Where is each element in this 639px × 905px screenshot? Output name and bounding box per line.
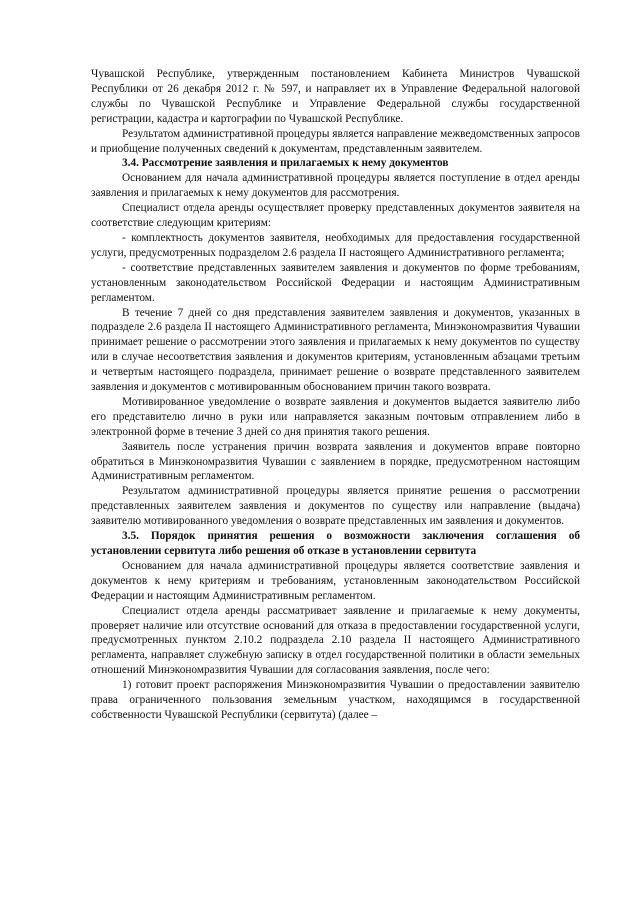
paragraph: В течение 7 дней со дня представления заявителем заявления и документов, указанных в подразделе 2.6 раздела II настоящего Административного регламента, Минэкономразвития Чувашии принимает решение о рассмотрении этого заявления и прилагаемых к нему документов по существу или в случае несоответствия заявления и документов критериям, установленным абзацами третьим и четвертым настоящего подраздела, принимает решение о возврате представленного заявителем заявления и документов с мотивированным обоснованием причин такого возврата. [91, 306, 580, 394]
paragraph: Специалист отдела аренды рассматривает заявление и прилагаемые к нему документы, проверяет наличие или отсутствие оснований для отказа в предоставлении государственной услуги, предусмотренных пунктом 2.10.2 подраздела 2.10 раздела II настоящего Административного регламента, направляет служебную записку в отдел государственной политики в области земельных отношений Минэкономразвития Чувашии для согласования заявления, после чего: [91, 604, 580, 677]
paragraph: Мотивированное уведомление о возврате заявления и документов выдается заявителю либо его представителю лично в руки или направляется заказным почтовым отправлением либо в электронной форме в течение 3 дней со дня принятия такого решения. [91, 395, 580, 438]
paragraph: Чувашской Республике, утвержденным постановлением Кабинета Министров Чувашской Республики от 26 декабря 2012 г. № 597, и направляет их в Управление Федеральной налоговой службы по Чувашской Республике и Управление Федеральной службы государственной регистрации, кадастра и картографии по Чувашской Республике. [91, 68, 580, 125]
paragraph: Результатом административной процедуры является направление межведомственных запросов и приобщение полученных сведений к документам, представленным заявителем. [91, 127, 580, 155]
paragraph: Специалист отдела аренды осуществляет проверку представленных документов заявителя на соответствие следующим критериям: [91, 202, 580, 230]
list-item: - комплектность документов заявителя, необходимых для предоставления государственной услуги, предусмотренных подразделом 2.6 раздела II настоящего Административного регламента; [91, 231, 580, 259]
paragraph: 1) готовит проект распоряжения Минэкономразвития Чувашии о предоставлении заявителю права ограниченного пользования земельным участком, находящимся в государственной собственности Чувашской Республики (сервитута) (далее – [91, 679, 580, 721]
paragraph: Результатом административной процедуры является принятие решения о рассмотрении представленных заявителем заявления и документов по существу или направление (выдача) заявителю мотивированного уведомления о возврате представленных им заявления и документов. [91, 485, 580, 528]
list-item: - соответствие представленных заявителем заявления и документов по форме требованиям, установленным законодательством Российской Федерации и настоящим Административным регламентом. [91, 261, 580, 304]
paragraph: Основанием для начала административной процедуры является соответствие заявления и документов к нему критериям и требованиям, установленным законодательством Российской Федерации и настоящим Административным регламентом. [91, 559, 580, 602]
paragraph: Основанием для начала административной процедуры является поступление в отдел аренды заявления и прилагаемых к нему документов для рассмотрения. [91, 172, 580, 200]
section-heading: 3.5. Порядок принятия решения о возможности заключения соглашения об установлении сервитута либо решения об отказе в установлении сервитута [91, 530, 580, 557]
paragraph: Заявитель после устранения причин возврата заявления и документов вправе повторно обратиться в Минэкономразвития Чувашии с заявлением в порядке, предусмотренном настоящим Административным регламентом. [91, 440, 580, 483]
document-page [91, 67, 580, 723]
section-heading: 3.4. Рассмотрение заявления и прилагаемых к нему документов [122, 157, 449, 170]
